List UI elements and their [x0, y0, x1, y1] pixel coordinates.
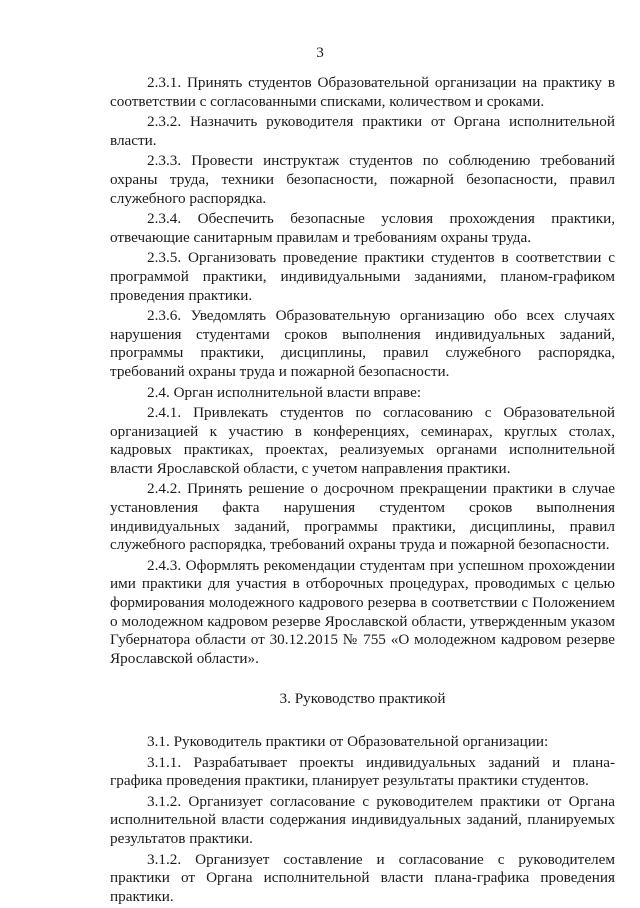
document-body: [110, 74, 615, 908]
page-number: 3: [316, 44, 324, 61]
paragraph-2-4-2: 2.4.2. Принять решение о досрочном прекращении практики в случае установления факта нарушения студентом сроков выполнения индивидуальных заданий, программы практики, дисциплины, правил служебного распорядка, требований охраны труда и пожарной безопасности.: [110, 480, 615, 554]
paragraph-2-4: 2.4. Орган исполнительной власти вправе:: [147, 383, 422, 401]
paragraph-2-3-2: 2.3.2. Назначить руководителя практики от Органа исполнительной власти.: [110, 113, 615, 149]
paragraph-2-4-1: 2.4.1. Привлекать студентов по согласованию с Образовательной организацией к участию в конференциях, семинарах, круглых столах, кадровых практиках, проектах, реализуемых органами исполнительной власти Ярославской области, с учетом направления практики.: [110, 404, 615, 477]
paragraph-2-3-3: 2.3.3. Провести инструктаж студентов по соблюдению требований охраны труда, техники безопасности, пожарной безопасности, правил служебного распорядка.: [110, 152, 615, 207]
paragraph-2-3-6: 2.3.6. Уведомлять Образовательную организацию обо всех случаях нарушения студентами сроков выполнения индивидуальных заданий, программы практики, дисциплины, правил служебного распорядка, требований охраны труда и пожарной безопасности.: [110, 307, 615, 380]
paragraph-2-3-5: 2.3.5. Организовать проведение практики студентов в соответствии с программой практики, индивидуальными заданиями, планом-графиком проведения практики.: [110, 249, 615, 304]
paragraph-3-1-1: 3.1.1. Разрабатывает проекты индивидуальных заданий и плана-графика проведения практики, планирует результаты практики студентов.: [110, 753, 615, 790]
section-title: 3. Руководство практикой: [279, 690, 446, 708]
paragraph-3-1-2-a: 3.1.2. Организует согласование с руководителем практики от Органа исполнительной власти содержания индивидуальных заданий, планируемых результатов практики.: [110, 792, 615, 847]
paragraph-2-3-4: 2.3.4. Обеспечить безопасные условия прохождения практики, отвечающие санитарным правилам и требованиям охраны труда.: [110, 210, 615, 246]
paragraph-3-1: 3.1. Руководитель практики от Образовательной организации:: [147, 733, 549, 750]
paragraph-2-3-1: 2.3.1. Принять студентов Образовательной организации на практику в соответствии с согласованными списками, количеством и сроками.: [110, 74, 615, 110]
paragraph-2-4-3: 2.4.3. Оформлять рекомендации студентам при успешном прохождении ими практики для участия в отборочных процедурах, проводимых с целью формирования молодежного кадрового резерва в соответствии с Положением о молодежном кадровом резерве Ярославской области, утвержденным указом Губернатора области от 30.12.2015 № 755 «О молодежном кадровом резерве Ярославской области».: [110, 556, 615, 667]
paragraph-3-1-2-b: 3.1.2. Организует составление и согласование с руководителем практики от Органа исполнительной власти плана-графика проведения практики.: [110, 850, 615, 905]
